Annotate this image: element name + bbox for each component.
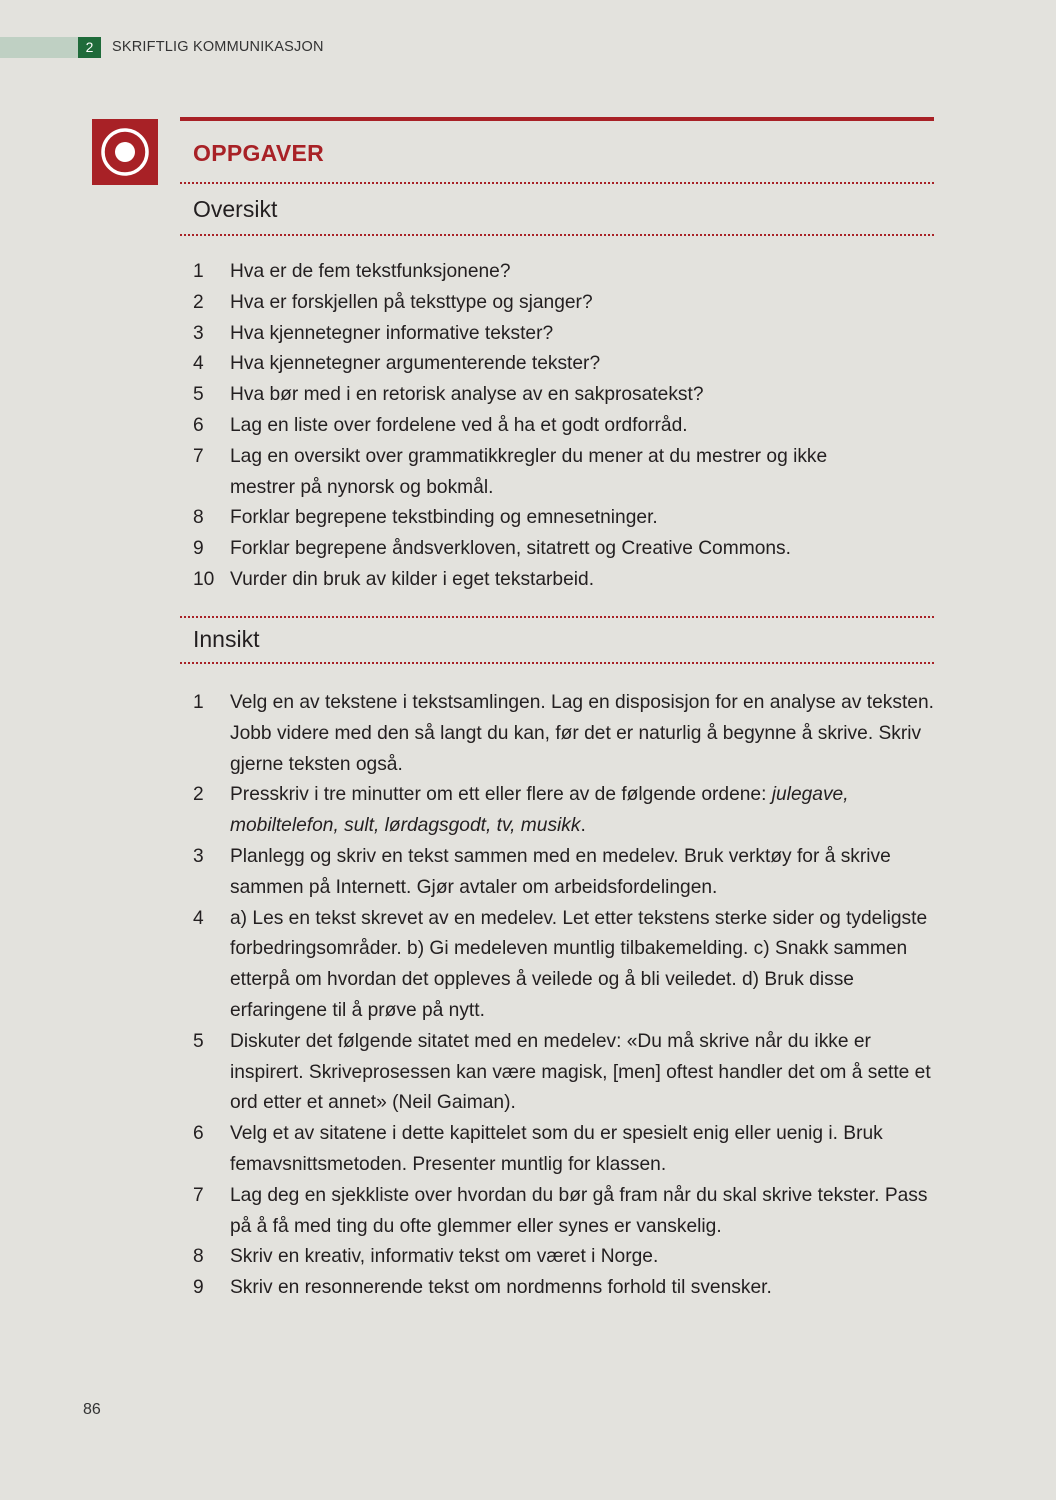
item-number: 7: [193, 1184, 204, 1206]
list-item: [193, 442, 938, 504]
item-number: 4: [193, 353, 204, 375]
list-item: [193, 503, 938, 534]
list-item: [193, 411, 938, 442]
divider: [180, 662, 934, 664]
list-item: [193, 780, 938, 842]
divider: [180, 182, 934, 184]
list-item: [193, 1181, 938, 1243]
item-number: 9: [193, 538, 204, 560]
list-item: [193, 904, 938, 1027]
item-text: Velg en av tekstene i tekstsamlingen. Lag en disposisjon for en analyse av teksten. Jobb videre med den så langt du kan, før det er naturlig å begynne å skrive. Skriv gjerne teksten også.: [230, 692, 934, 775]
item-number: 3: [193, 322, 204, 344]
item-text: Hva er forskjellen på teksttype og sjanger?: [230, 291, 593, 313]
item-text: Lag en liste over fordelene ved å ha et godt ordforråd.: [230, 414, 688, 436]
item-number: 6: [193, 1123, 204, 1145]
item-number: 4: [193, 907, 204, 929]
item-number: 5: [193, 1030, 204, 1052]
list-item: [193, 842, 938, 904]
item-text: Vurder din bruk av kilder i eget tekstarbeid.: [230, 568, 595, 590]
item-text: Diskuter det følgende sitatet med en medelev: «Du må skrive når du ikke er inspirert. Skriveprosessen kan være magisk, [men] oftest handler det om å sette et ord etter et annet» (Neil Gaiman).: [230, 1030, 931, 1114]
item-text: Velg et av sitatene i dette kapittelet som du er spesielt enig eller uenig i. Bruk femavsnittsmetoden. Presenter muntlig for klassen.: [230, 1123, 883, 1175]
heading-rule: [180, 117, 934, 121]
item-text: Hva kjennetegner argumenterende tekster?: [230, 353, 601, 375]
item-text: Skriv en kreativ, informativ tekst om været i Norge.: [230, 1246, 659, 1268]
list-item: [193, 288, 938, 319]
chapter-title: SKRIFTLIG KOMMUNIKASJON: [112, 39, 324, 55]
target-icon: [92, 119, 158, 185]
item-number: 1: [193, 261, 204, 282]
item-text: Hva kjennetegner informative tekster?: [230, 322, 554, 344]
item-number: 6: [193, 414, 204, 436]
item-number: 8: [193, 507, 204, 529]
list-item: [193, 319, 938, 350]
item-number: 2: [193, 291, 204, 313]
item-text: Lag deg en sjekkliste over hvordan du bør gå fram når du skal skrive tekster. Pass på å få med ting du ofte glemmer eller synes er vanskelig.: [230, 1184, 928, 1237]
page-number: 86: [83, 1401, 101, 1418]
item-text: Forklar begrepene åndsverkloven, sitatrett og Creative Commons.: [230, 538, 791, 560]
list-item: [193, 1119, 938, 1181]
item-number: 1: [193, 692, 204, 713]
oversikt-title: Oversikt: [193, 196, 278, 222]
list-item: [193, 565, 938, 596]
item-text: a) Les en tekst skrevet av en medelev. Let etter tekstens sterke sider og tydeligste forbedringsområder. b) Gi medeleven muntlig tilbakemelding. c) Snakk sammen etterpå om hvordan det oppleves å veilede og å bli veiledet. d) Bruk disse erfaringene til å prøve på nytt.: [230, 907, 928, 1021]
item-text: Forklar begrepene tekstbinding og emnesetninger.: [230, 507, 658, 529]
item-text-end: .: [580, 815, 586, 837]
list-item: [193, 1027, 938, 1119]
list-item: [193, 1273, 938, 1304]
item-text: Skriv en resonnerende tekst om nordmenns forhold til svensker.: [230, 1277, 772, 1299]
list-item: [193, 257, 938, 288]
item-text: Planlegg og skriv en tekst sammen med en medelev. Bruk verktøy for å skrive sammen på Internett. Gjør avtaler om arbeidsfordelingen.: [230, 845, 891, 898]
section-heading: OPPGAVER: [193, 140, 325, 166]
item-number: 9: [193, 1277, 204, 1299]
item-text: Hva er de fem tekstfunksjonene?: [230, 261, 511, 282]
item-number: 10: [193, 568, 215, 590]
header-color-bar: [0, 37, 78, 58]
list-item: [193, 1242, 938, 1273]
item-number: 2: [193, 784, 204, 806]
innsikt-title: Innsikt: [193, 626, 260, 652]
item-number: 3: [193, 845, 204, 867]
list-item: [193, 380, 938, 411]
oversikt-list: [193, 257, 938, 596]
item-text: Presskriv i tre minutter om ett eller flere av de følgende ordene:: [230, 784, 772, 806]
list-item: [193, 534, 938, 565]
divider: [180, 234, 934, 236]
item-text: Lag en oversikt over grammatikkregler du mener at du mestrer og ikke mestrer på nynorsk og bokmål.: [230, 445, 828, 498]
innsikt-list: [193, 688, 938, 1304]
item-number: 5: [193, 384, 204, 406]
item-text-italic: julegave, mobiltelefon, sult, lørdagsgodt, tv, musikk: [230, 784, 849, 837]
item-number: 8: [193, 1246, 204, 1268]
list-item: [193, 349, 938, 380]
divider: [180, 616, 934, 618]
item-number: 7: [193, 445, 204, 467]
chapter-number: 2: [78, 37, 101, 58]
list-item: [193, 688, 938, 780]
item-text: Hva bør med i en retorisk analyse av en sakprosatekst?: [230, 384, 704, 406]
